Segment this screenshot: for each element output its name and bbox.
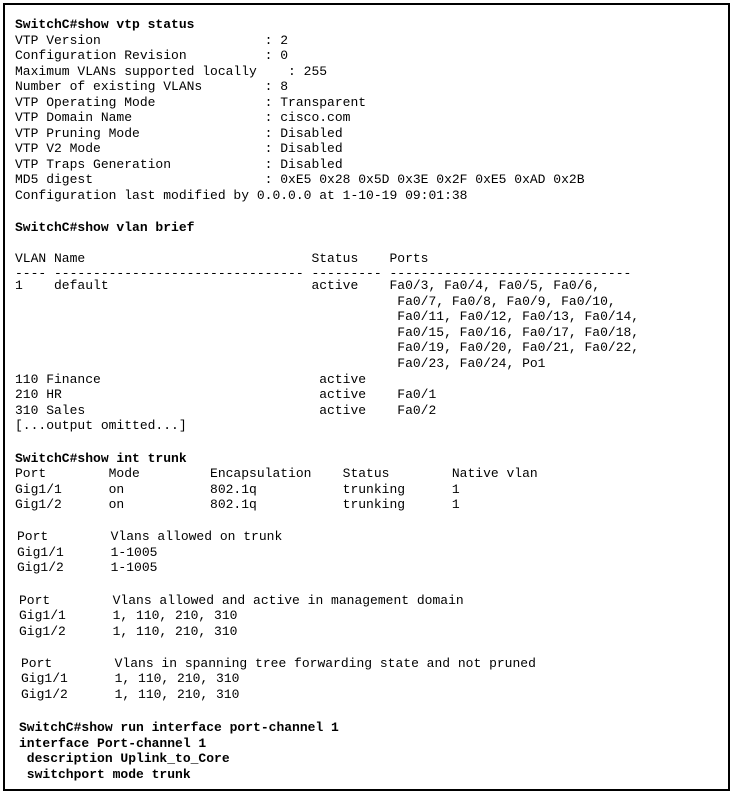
output-line: Number of existing VLANs : 8 bbox=[15, 79, 289, 94]
output-line: Gig1/2 1, 110, 210, 310 bbox=[19, 624, 238, 639]
output-line: Gig1/1 1, 110, 210, 310 bbox=[19, 608, 238, 623]
output-line: Configuration last modified by 0.0.0.0 at 1-10-19 09:01:38 bbox=[15, 188, 468, 203]
output-line: VTP Traps Generation : Disabled bbox=[15, 157, 343, 172]
command-line: SwitchC#show vlan brief bbox=[15, 220, 195, 235]
config-line: description Uplink_to_Core bbox=[19, 751, 230, 766]
terminal-output bbox=[3, 3, 730, 791]
table-row: 310 Sales active Fa0/2 bbox=[15, 403, 437, 418]
output-line: Gig1/1 on 802.1q trunking 1 bbox=[15, 482, 460, 497]
table-row: Fa0/23, Fa0/24, Po1 bbox=[15, 356, 546, 371]
output-omitted-note: [...output omitted...] bbox=[15, 418, 187, 433]
command-line: SwitchC#show run interface port-channel 1 bbox=[19, 720, 339, 735]
table-row: Fa0/7, Fa0/8, Fa0/9, Fa0/10, bbox=[15, 294, 616, 309]
output-line: VTP Version : 2 bbox=[15, 33, 289, 48]
table-row: Fa0/11, Fa0/12, Fa0/13, Fa0/14, bbox=[15, 309, 640, 324]
output-line: VTP Operating Mode : Transparent bbox=[15, 95, 367, 110]
table-row: 1 default active Fa0/3, Fa0/4, Fa0/5, Fa0/6, bbox=[15, 278, 601, 293]
output-line: VTP Domain Name : cisco.com bbox=[15, 110, 351, 125]
config-line: interface Port-channel 1 bbox=[19, 736, 207, 751]
output-line: Maximum VLANs supported locally : 255 bbox=[15, 64, 328, 79]
output-line: Gig1/1 1, 110, 210, 310 bbox=[21, 671, 240, 686]
output-line: Port Vlans allowed and active in management domain bbox=[19, 593, 464, 608]
output-line: Gig1/1 1-1005 bbox=[17, 545, 158, 560]
table-row: Fa0/15, Fa0/16, Fa0/17, Fa0/18, bbox=[15, 325, 640, 340]
output-line: Gig1/2 1, 110, 210, 310 bbox=[21, 687, 240, 702]
output-line: Configuration Revision : 0 bbox=[15, 48, 289, 63]
output-line: VTP V2 Mode : Disabled bbox=[15, 141, 343, 156]
table-row: 110 Finance active bbox=[15, 372, 367, 387]
output-line: Port Vlans allowed on trunk bbox=[17, 529, 283, 544]
table-header: VLAN Name Status Ports bbox=[15, 251, 429, 266]
output-line: Port Mode Encapsulation Status Native vlan bbox=[15, 466, 538, 481]
command-line: SwitchC#show int trunk bbox=[15, 451, 187, 466]
output-line: VTP Pruning Mode : Disabled bbox=[15, 126, 343, 141]
table-row: 210 HR active Fa0/1 bbox=[15, 387, 437, 402]
output-line: Gig1/2 on 802.1q trunking 1 bbox=[15, 497, 460, 512]
config-line: switchport mode trunk bbox=[19, 767, 191, 782]
output-line: Gig1/2 1-1005 bbox=[17, 560, 158, 575]
output-line: Port Vlans in spanning tree forwarding state and not pruned bbox=[21, 656, 536, 671]
command-line: SwitchC#show vtp status bbox=[15, 17, 195, 32]
table-separator: ---- -------------------------------- --------- ------------------------------- bbox=[15, 266, 632, 281]
output-line: MD5 digest : 0xE5 0x28 0x5D 0x3E 0x2F 0xE5 0xAD 0x2B bbox=[15, 172, 585, 187]
table-row: Fa0/19, Fa0/20, Fa0/21, Fa0/22, bbox=[15, 340, 640, 355]
